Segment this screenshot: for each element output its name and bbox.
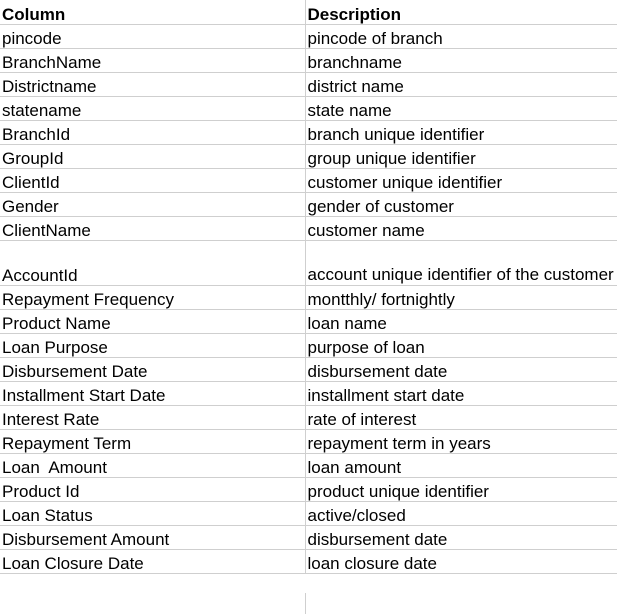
description-cell[interactable]: group unique identifier [305,144,617,168]
table-row [0,24,617,48]
table-row [0,381,617,405]
column-cell[interactable]: statename [0,96,305,120]
table-row [0,168,617,192]
column-cell[interactable]: Disbursement Date [0,357,305,381]
description-cell[interactable]: branchname [305,48,617,72]
description-cell[interactable]: montthly/ fortnightly [305,285,617,309]
description-cell[interactable]: active/closed [305,501,617,525]
column-cell[interactable]: Product Id [0,477,305,501]
table-row [0,333,617,357]
column-cell[interactable]: ClientName [0,216,305,240]
table-row [0,309,617,333]
column-cell[interactable]: Loan Status [0,501,305,525]
description-cell[interactable]: loan closure date [305,549,617,573]
column-cell[interactable]: Repayment Term [0,429,305,453]
column-cell[interactable]: Loan Amount [0,453,305,477]
column-cell[interactable]: Disbursement Amount [0,525,305,549]
table-row [0,72,617,96]
table-row [0,240,617,285]
description-cell[interactable]: loan amount [305,453,617,477]
table-row [0,285,617,309]
table-row [0,120,617,144]
header-description-cell[interactable]: Description [305,0,617,24]
description-cell[interactable]: disbursement date [305,357,617,381]
description-cell[interactable]: loan name [305,309,617,333]
table-row [0,477,617,501]
column-cell[interactable]: ClientId [0,168,305,192]
column-cell[interactable]: Repayment Frequency [0,285,305,309]
header-column-cell[interactable]: Column [0,0,305,24]
table-row [0,405,617,429]
description-cell[interactable]: gender of customer [305,192,617,216]
column-cell[interactable]: Interest Rate [0,405,305,429]
table-row [0,96,617,120]
column-cell[interactable]: pincode [0,24,305,48]
column-cell[interactable]: Loan Closure Date [0,549,305,573]
column-cell[interactable]: BranchId [0,120,305,144]
table-row [0,429,617,453]
table-row [0,453,617,477]
column-cell[interactable]: Districtname [0,72,305,96]
column-cell[interactable]: BranchName [0,48,305,72]
column-cell[interactable]: Gender [0,192,305,216]
table-row [0,192,617,216]
column-cell[interactable]: GroupId [0,144,305,168]
table-row [0,48,617,72]
table-row [0,501,617,525]
column-cell[interactable]: AccountId [0,240,305,285]
table-row [0,549,617,573]
description-cell[interactable]: pincode of branch [305,24,617,48]
table-row [0,216,617,240]
description-cell[interactable]: branch unique identifier [305,120,617,144]
column-cell[interactable]: Loan Purpose [0,333,305,357]
column-divider [305,593,306,614]
description-cell[interactable]: rate of interest [305,405,617,429]
description-cell[interactable]: disbursement date [305,525,617,549]
description-cell[interactable]: customer name [305,216,617,240]
description-cell[interactable]: product unique identifier [305,477,617,501]
description-cell[interactable]: purpose of loan [305,333,617,357]
description-cell[interactable]: installment start date [305,381,617,405]
description-cell[interactable]: state name [305,96,617,120]
table-row [0,144,617,168]
description-cell[interactable]: account unique identifier of the customer [305,240,617,285]
header-row [0,0,617,24]
column-cell[interactable]: Installment Start Date [0,381,305,405]
description-cell[interactable]: repayment term in years [305,429,617,453]
table-row [0,525,617,549]
description-cell[interactable]: customer unique identifier [305,168,617,192]
empty-row[interactable] [0,593,617,614]
column-cell[interactable]: Product Name [0,309,305,333]
table-row [0,357,617,381]
description-cell[interactable]: district name [305,72,617,96]
